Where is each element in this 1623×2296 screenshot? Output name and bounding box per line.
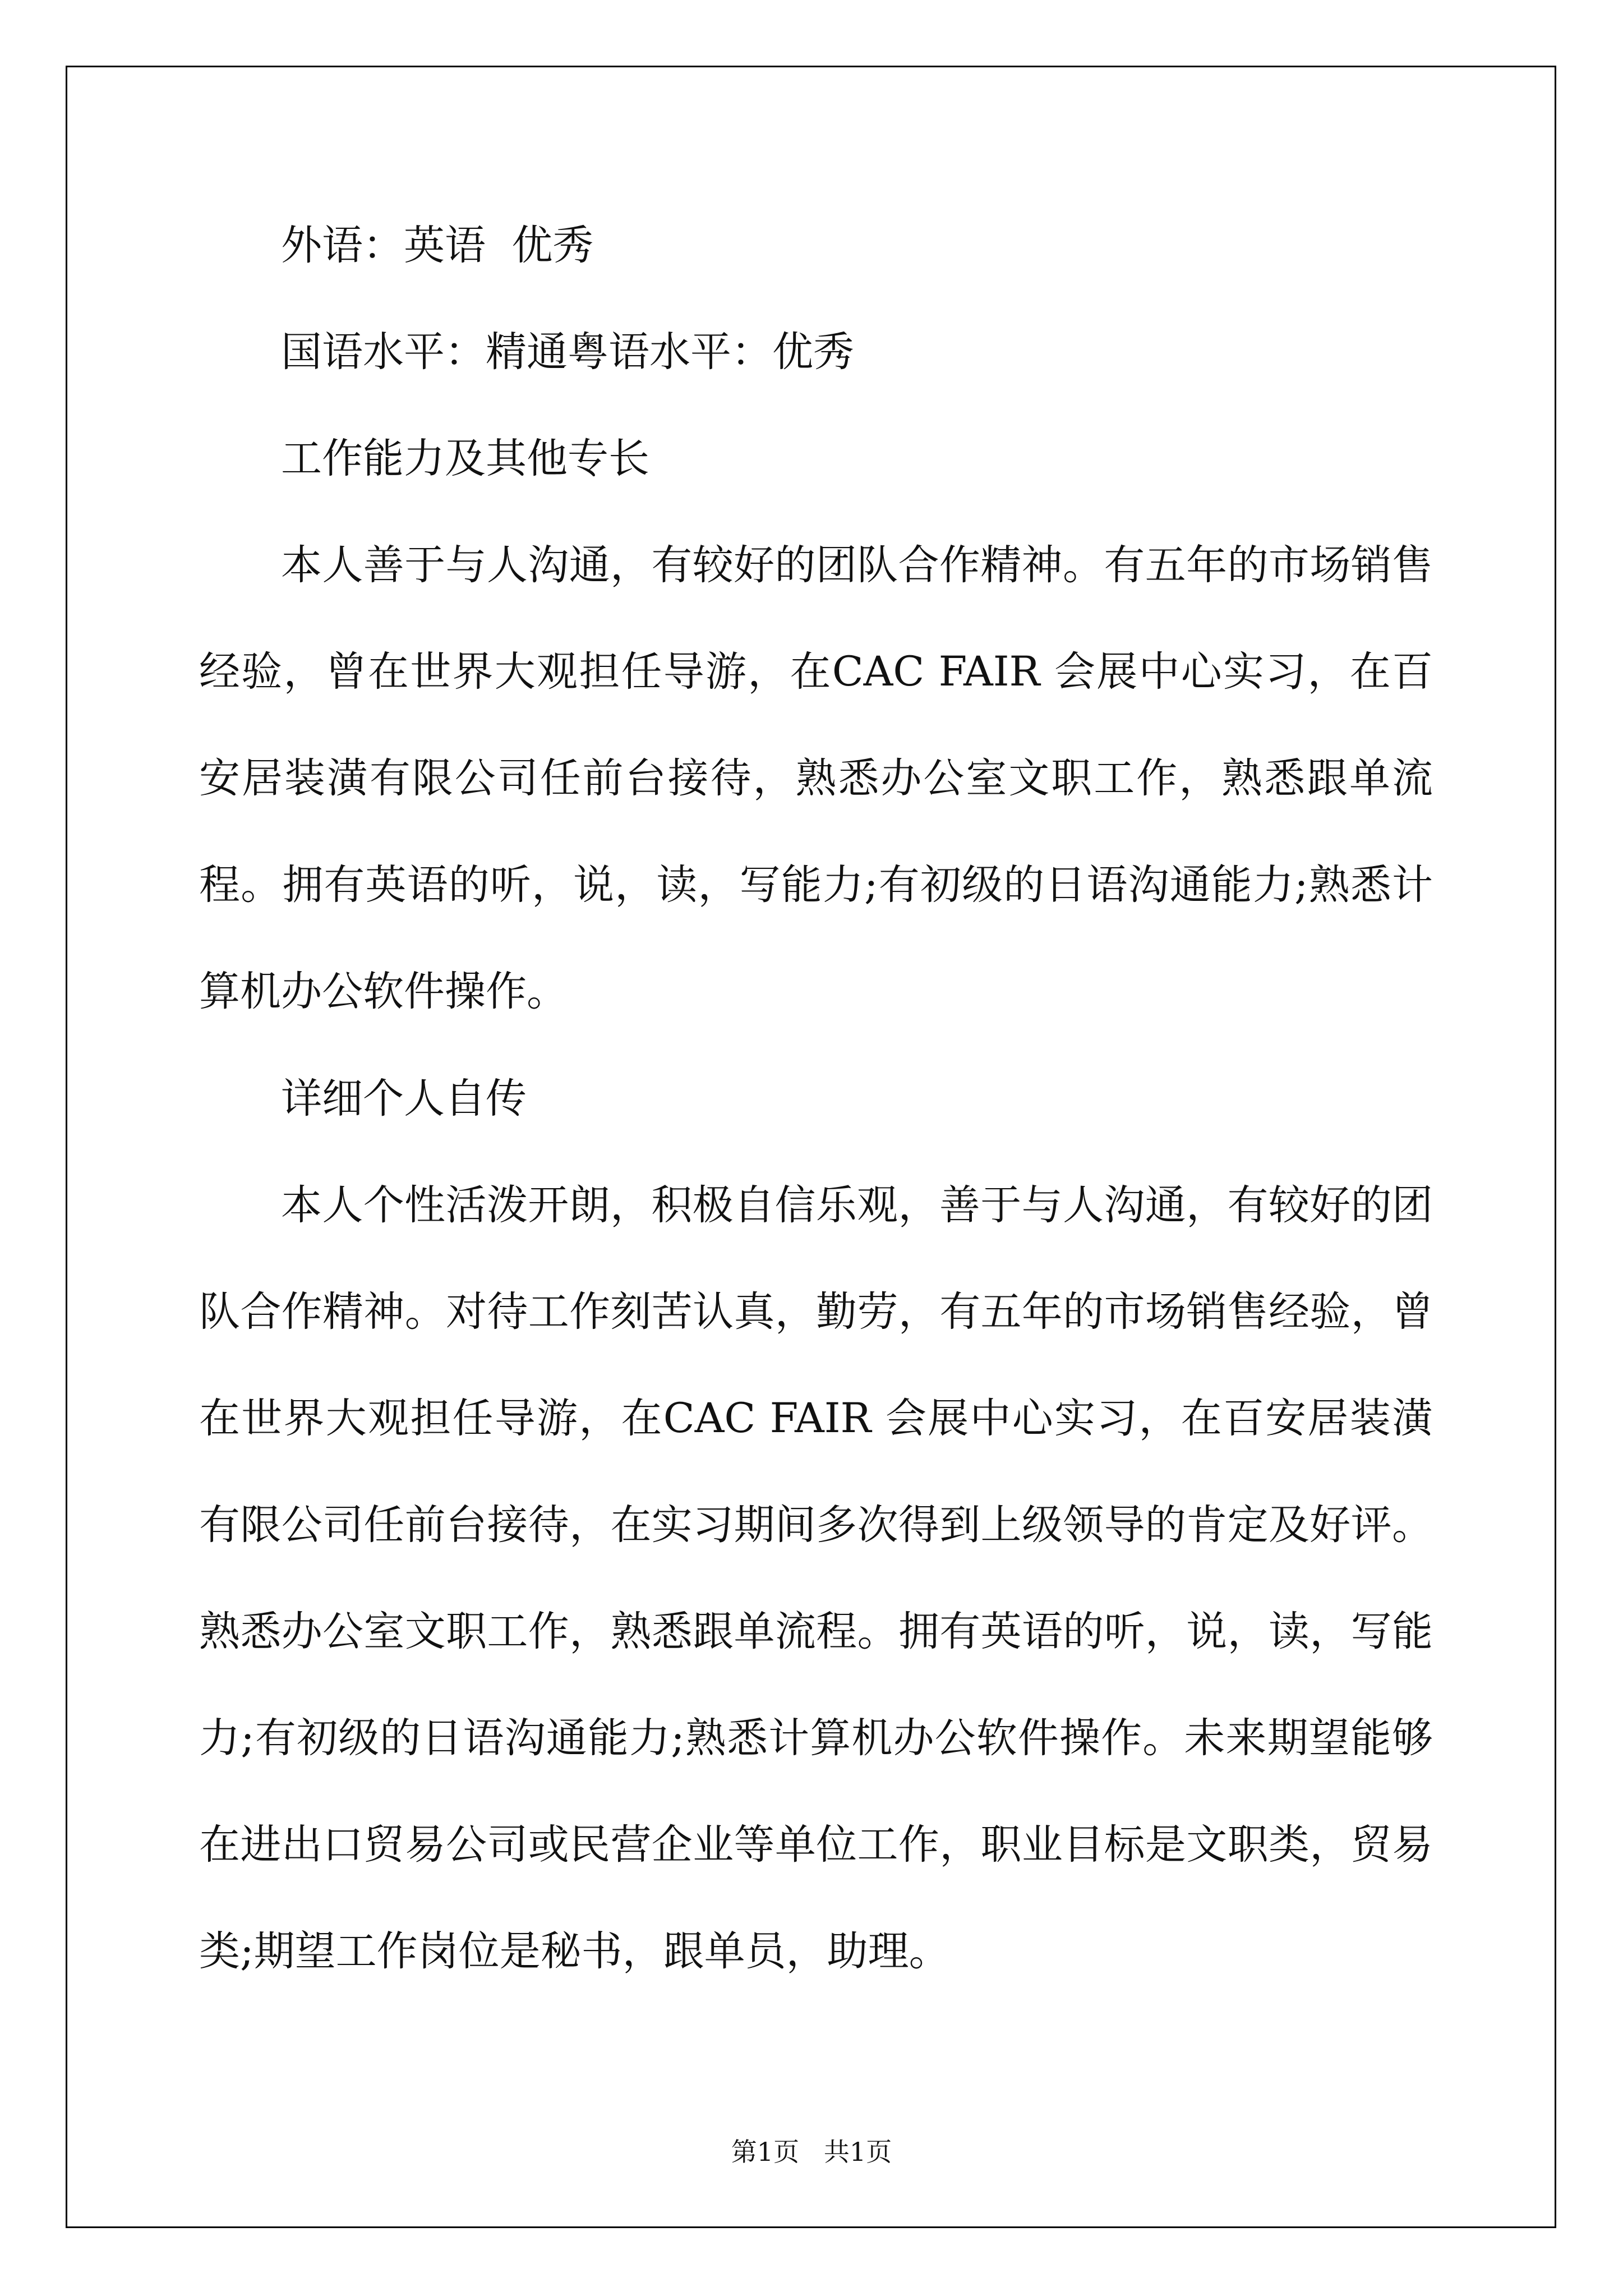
autobiography-paragraph: 本人个性活泼开朗，积极自信乐观，善于与人沟通，有较好的团队合作精神。对待工作刻苦认真，勤劳，有五年的市场销售经验，曾在世界大观担任导游，在CAC FAIR 会展中心实习，在百安居装潢有限公司任前台接待，在实习期间多次得到上级领导的肯定及好评。熟悉办公室文职工作，熟悉跟单流程。拥有英语的听，说，读，写能力;有初级的日语沟通能力;熟悉计算机办公软件操作。未来期望能够在进出口贸易公司或民营企业等单位工作，职业目标是文职类，贸易类;期望工作岗位是秘书，跟单员，助理。 <box>199 1181 1433 1975</box>
document-body <box>199 219 1433 2032</box>
section-heading-skills: 工作能力及其他专长 <box>281 435 649 482</box>
skills-paragraph: 本人善于与人沟通，有较好的团队合作精神。有五年的市场销售经验，曾在世界大观担任导游，在CAC FAIR 会展中心实习，在百安居装潢有限公司任前台接待，熟悉办公室文职工作，熟悉跟单流程。拥有英语的听，说，读，写能力;有初级的日语沟通能力;熟悉计算机办公软件操作。 <box>199 541 1433 1015</box>
language-line: 外语：英语 优秀 <box>281 222 594 269</box>
page-number-footer: 第1页 共1页 <box>731 2137 892 2167</box>
section-heading-autobiography: 详细个人自传 <box>281 1075 527 1122</box>
dialect-line: 国语水平：精通粤语水平：优秀 <box>281 328 854 376</box>
